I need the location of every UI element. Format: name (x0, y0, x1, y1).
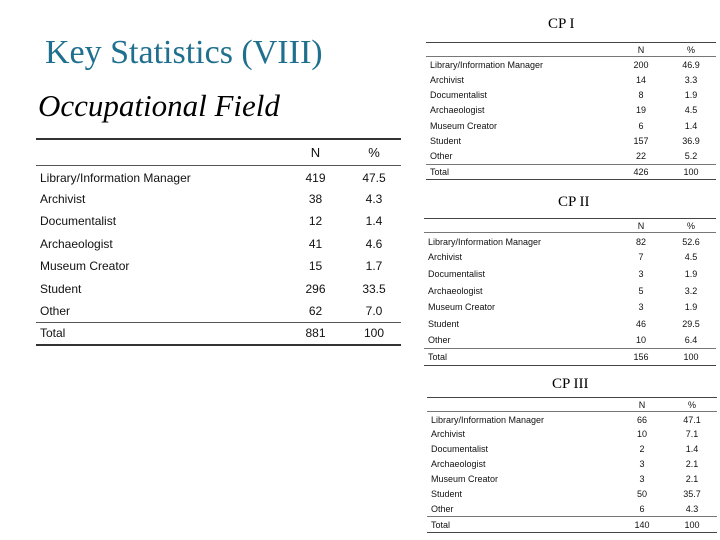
row-n: 10 (635, 335, 646, 346)
row-percent: 47.5 (362, 170, 386, 185)
table-total-row (427, 517, 717, 533)
row-percent: 1.4 (365, 214, 383, 229)
row-percent: 52.6 (682, 237, 700, 248)
row-percent: 4.3 (365, 191, 383, 206)
row-percent: 36.9 (682, 136, 700, 147)
header-n: N (616, 43, 666, 57)
total-label: Total (424, 349, 616, 366)
table-row (424, 282, 716, 299)
row-n: 66 (636, 415, 647, 426)
table-row (424, 315, 716, 332)
table-row (426, 87, 716, 102)
row-label: Documentalist (40, 214, 117, 229)
total-label: Total (426, 164, 616, 179)
table-body (426, 57, 716, 165)
row-label: Archivist (428, 252, 463, 263)
table-row (426, 57, 716, 72)
table-row (427, 457, 717, 472)
row-percent: 29.5 (682, 318, 700, 329)
row-label: Archivist (431, 429, 466, 439)
total-n: 156 (616, 349, 666, 366)
table-row (36, 210, 401, 233)
row-percent: 4.6 (365, 236, 383, 251)
row-percent: 1.4 (684, 120, 698, 131)
row-n: 7 (638, 252, 644, 263)
table-row (427, 502, 717, 517)
row-n: 14 (635, 74, 646, 85)
table-row (427, 412, 717, 427)
row-n: 41 (308, 236, 323, 251)
total-label: Total (427, 517, 617, 533)
total-n: 881 (284, 323, 347, 345)
row-percent: 1.7 (365, 259, 383, 274)
header-percent: % (347, 139, 401, 165)
row-n: 6 (638, 120, 644, 131)
row-label: Archaeologist (40, 236, 113, 251)
table-body (424, 233, 716, 349)
slide-subtitle: Occupational Field (38, 88, 280, 123)
total-percent: 100 (666, 164, 716, 179)
row-n: 5 (638, 285, 644, 296)
row-n: 19 (635, 105, 646, 116)
header-label (426, 43, 616, 57)
row-label: Library/Information Manager (428, 237, 542, 248)
header-n: N (284, 139, 347, 165)
row-label: Other (428, 335, 451, 346)
table-row (36, 233, 401, 256)
total-percent: 100 (347, 323, 401, 345)
row-label: Archaeologist (428, 285, 483, 296)
row-n: 8 (638, 89, 644, 100)
table-body (427, 412, 717, 517)
row-label: Archivist (430, 74, 465, 85)
row-percent: 3.2 (684, 285, 698, 296)
row-label: Archaeologist (430, 105, 485, 116)
header-percent: % (666, 43, 716, 57)
row-label: Library/Information Manager (40, 170, 191, 185)
row-percent: 1.9 (684, 268, 698, 279)
row-n: 50 (636, 489, 647, 499)
header-n: N (617, 398, 667, 412)
row-percent: 4.3 (685, 503, 699, 514)
table-row (424, 299, 716, 316)
row-label: Library/Information Manager (431, 415, 545, 426)
row-label: Student (428, 318, 460, 329)
row-percent: 1.4 (685, 444, 699, 454)
table-header-row (36, 139, 401, 165)
row-percent: 2.1 (685, 474, 699, 484)
row-label: Museum Creator (431, 474, 499, 484)
total-n: 140 (617, 517, 667, 533)
row-percent: 46.9 (682, 60, 700, 71)
table-row (426, 149, 716, 164)
row-n: 3 (639, 459, 645, 469)
row-label: Other (431, 503, 454, 514)
row-percent: 3.3 (684, 74, 698, 85)
table-header-row (427, 398, 717, 412)
row-label: Documentalist (431, 444, 489, 454)
row-n: 62 (308, 304, 323, 318)
row-percent: 47.1 (683, 415, 701, 426)
table-row (426, 72, 716, 87)
header-label (427, 398, 617, 412)
cp1-table (426, 42, 716, 180)
header-percent: % (666, 219, 716, 233)
header-label (36, 139, 284, 165)
row-n: 38 (308, 191, 323, 206)
row-label: Student (431, 489, 463, 499)
row-n: 82 (635, 237, 646, 248)
table-row (36, 300, 401, 323)
row-n: 3 (638, 302, 644, 313)
header-label (424, 219, 616, 233)
header-percent: % (667, 398, 717, 412)
row-percent: 6.4 (684, 335, 698, 346)
row-label: Museum Creator (430, 120, 498, 131)
table-header-row (426, 43, 716, 57)
row-percent: 7.1 (685, 429, 699, 439)
row-label: Student (430, 136, 462, 147)
table-total-row (36, 323, 401, 345)
row-label: Library/Information Manager (430, 60, 544, 71)
row-percent: 4.5 (684, 105, 698, 116)
row-n: 157 (633, 136, 649, 147)
total-percent: 100 (667, 517, 717, 533)
row-n: 200 (633, 60, 649, 71)
table-body (36, 165, 401, 323)
row-label: Other (40, 304, 71, 318)
row-label: Archivist (40, 191, 86, 206)
row-label: Student (40, 281, 82, 296)
row-percent: 7.0 (365, 304, 383, 318)
row-n: 10 (636, 429, 647, 439)
row-n: 15 (308, 259, 323, 274)
table-header-row (424, 219, 716, 233)
cp2-table (424, 218, 716, 366)
row-n: 2 (639, 444, 645, 454)
total-n: 426 (616, 164, 666, 179)
table-row (36, 165, 401, 188)
cp3-table (427, 397, 717, 533)
main-statistics-table (36, 138, 401, 346)
row-n: 296 (305, 281, 326, 296)
table-row (424, 266, 716, 283)
table-row (426, 133, 716, 148)
slide-title: Key Statistics (VIII) (45, 34, 323, 71)
table-row (427, 472, 717, 487)
row-label: Documentalist (428, 268, 486, 279)
total-label: Total (36, 323, 284, 345)
row-percent: 1.9 (684, 302, 698, 313)
table-row (36, 255, 401, 278)
row-percent: 33.5 (362, 281, 386, 296)
row-n: 3 (638, 268, 644, 279)
row-n: 419 (305, 170, 326, 185)
row-label: Documentalist (430, 89, 488, 100)
table-row (426, 103, 716, 118)
table-total-row (426, 164, 716, 179)
row-label: Museum Creator (40, 259, 130, 274)
row-percent: 5.2 (684, 151, 698, 162)
table-row (424, 233, 716, 250)
row-n: 22 (635, 151, 646, 162)
table-row (427, 442, 717, 457)
table-row (426, 118, 716, 133)
table-total-row (424, 349, 716, 366)
cp3-label: CP III (552, 376, 589, 392)
row-percent: 2.1 (685, 459, 699, 469)
row-percent: 1.9 (684, 89, 698, 100)
total-percent: 100 (666, 349, 716, 366)
row-label: Museum Creator (428, 302, 496, 313)
cp1-label: CP I (548, 16, 575, 32)
table-row (427, 427, 717, 442)
row-percent: 35.7 (683, 489, 701, 499)
row-n: 3 (639, 474, 645, 484)
row-label: Other (430, 151, 453, 162)
row-n: 6 (639, 503, 645, 514)
table-row (36, 188, 401, 211)
table-row (36, 278, 401, 301)
row-percent: 4.5 (684, 252, 698, 263)
row-n: 46 (635, 318, 646, 329)
cp2-label: CP II (558, 194, 590, 210)
table-row (424, 249, 716, 266)
table-row (424, 332, 716, 349)
row-label: Archaeologist (431, 459, 486, 469)
table-row (427, 487, 717, 502)
header-n: N (616, 219, 666, 233)
row-n: 12 (308, 214, 323, 229)
